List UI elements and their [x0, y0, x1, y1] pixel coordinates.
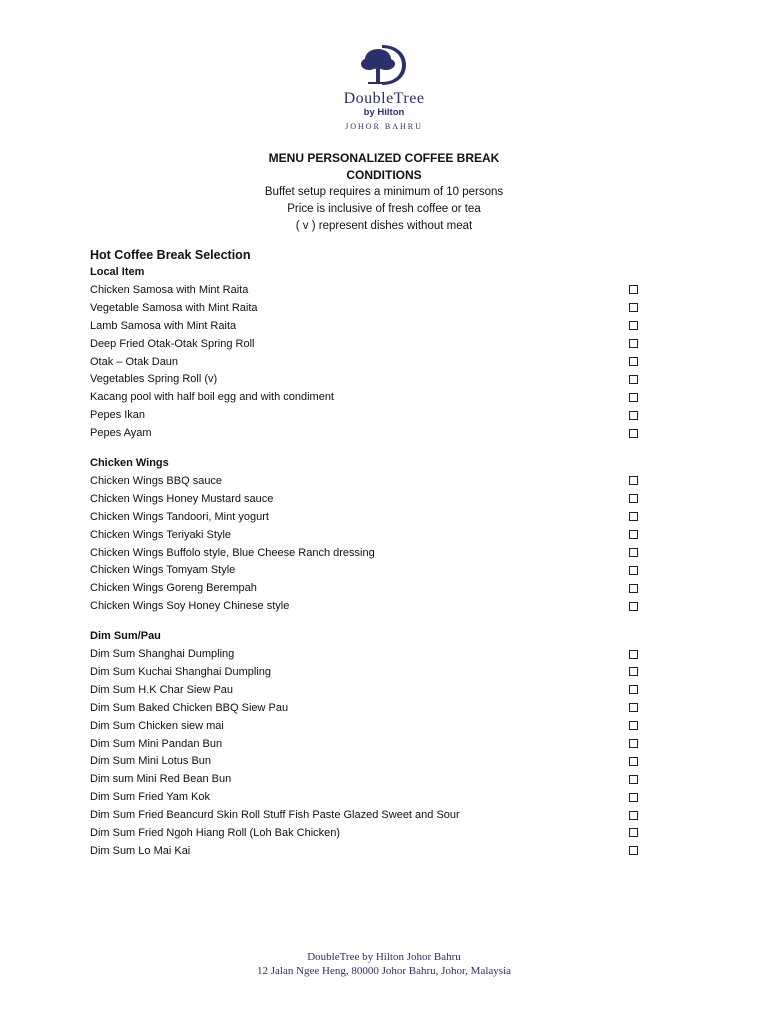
menu-item-label: Dim Sum Fried Yam Kok	[90, 791, 211, 804]
condition-line: ( v ) represent dishes without meat	[295, 220, 473, 232]
menu-item-row	[90, 335, 650, 353]
group-spacer	[90, 615, 650, 628]
menu-item-row	[90, 788, 650, 806]
menu-groups	[90, 264, 650, 860]
footer	[0, 950, 768, 978]
menu-item-checkbox[interactable]	[629, 721, 638, 730]
menu-item-row	[90, 370, 650, 388]
brand-by-hilton: by Hilton	[363, 107, 405, 118]
menu-item-label: Lamb Samosa with Mint Raita	[90, 319, 237, 332]
menu-item-checkbox[interactable]	[629, 584, 638, 593]
menu-item-label: Kacang pool with half boil egg and with condiment	[90, 391, 334, 404]
menu-item-label: Chicken Wings BBQ sauce	[90, 474, 223, 487]
tree-logo-icon	[356, 42, 412, 88]
menu-item-checkbox[interactable]	[629, 685, 638, 694]
menu-item-checkbox[interactable]	[629, 494, 638, 503]
menu-item-row	[90, 281, 650, 299]
menu-item-row	[90, 735, 650, 753]
group-title: Local Item	[90, 266, 145, 278]
menu-item-checkbox[interactable]	[629, 548, 638, 557]
footer-address: 12 Jalan Ngee Heng, 80000 Johor Bahru, Johor, Malaysia	[256, 965, 512, 977]
menu-item-checkbox[interactable]	[629, 429, 638, 438]
menu-item-checkbox[interactable]	[629, 775, 638, 784]
menu-item-row	[90, 490, 650, 508]
menu-item-label: Chicken Wings Buffolo style, Blue Cheese Ranch dressing	[90, 546, 375, 559]
menu-item-label: Pepes Ayam	[90, 427, 152, 440]
menu-item-label: Chicken Wings Honey Mustard sauce	[90, 492, 274, 505]
menu-item-row	[90, 561, 650, 579]
menu-header	[0, 150, 768, 235]
menu-item-label: Chicken Wings Soy Honey Chinese style	[90, 600, 290, 613]
menu-item-checkbox[interactable]	[629, 375, 638, 384]
group-spacer	[90, 442, 650, 455]
menu-item-label: Dim Sum Mini Lotus Bun	[90, 755, 212, 768]
menu-item-row	[90, 472, 650, 490]
menu-item-label: Vegetables Spring Roll (v)	[90, 373, 218, 386]
menu-item-checkbox[interactable]	[629, 339, 638, 348]
menu-item-row	[90, 544, 650, 562]
menu-item-checkbox[interactable]	[629, 602, 638, 611]
menu-item-row	[90, 752, 650, 770]
menu-item-checkbox[interactable]	[629, 411, 638, 420]
brand-name: DoubleTree	[343, 90, 425, 107]
menu-item-row	[90, 579, 650, 597]
menu-item-checkbox[interactable]	[629, 650, 638, 659]
menu-item-checkbox[interactable]	[629, 566, 638, 575]
menu-item-row	[90, 406, 650, 424]
menu-item-label: Dim Sum H.K Char Siew Pau	[90, 683, 234, 696]
menu-item-checkbox[interactable]	[629, 476, 638, 485]
menu-item-row	[90, 424, 650, 442]
menu-item-label: Dim Sum Fried Ngoh Hiang Roll (Loh Bak Chicken)	[90, 826, 341, 839]
menu-item-label: Vegetable Samosa with Mint Raita	[90, 301, 258, 314]
menu-item-row	[90, 526, 650, 544]
menu-item-row	[90, 770, 650, 788]
menu-item-label: Otak – Otak Daun	[90, 355, 179, 368]
menu-item-checkbox[interactable]	[629, 757, 638, 766]
condition-line: Buffet setup requires a minimum of 10 persons	[264, 186, 504, 198]
menu-item-checkbox[interactable]	[629, 357, 638, 366]
menu-item-label: Dim Sum Chicken siew mai	[90, 719, 224, 732]
menu-item-checkbox[interactable]	[629, 703, 638, 712]
menu-content	[90, 246, 650, 860]
menu-item-checkbox[interactable]	[629, 739, 638, 748]
menu-item-row	[90, 645, 650, 663]
menu-item-checkbox[interactable]	[629, 393, 638, 402]
menu-item-checkbox[interactable]	[629, 846, 638, 855]
menu-item-label: Dim Sum Kuchai Shanghai Dumpling	[90, 665, 271, 678]
menu-item-row	[90, 717, 650, 735]
menu-item-label: Dim Sum Baked Chicken BBQ Siew Pau	[90, 701, 289, 714]
menu-title-line2: CONDITIONS	[346, 168, 422, 182]
menu-title-line1: MENU PERSONALIZED COFFEE BREAK	[268, 151, 500, 165]
menu-item-row	[90, 681, 650, 699]
menu-item-checkbox[interactable]	[629, 811, 638, 820]
menu-item-checkbox[interactable]	[629, 285, 638, 294]
menu-item-checkbox[interactable]	[629, 512, 638, 521]
menu-item-label: Chicken Wings Tomyam Style	[90, 564, 236, 577]
menu-item-row	[90, 299, 650, 317]
menu-item-checkbox[interactable]	[629, 530, 638, 539]
menu-item-label: Chicken Wings Teriyaki Style	[90, 528, 232, 541]
menu-item-row	[90, 824, 650, 842]
menu-item-checkbox[interactable]	[629, 667, 638, 676]
menu-item-label: Dim Sum Fried Beancurd Skin Roll Stuff Fish Paste Glazed Sweet and Sour	[90, 809, 460, 822]
menu-item-row	[90, 806, 650, 824]
menu-item-label: Deep Fried Otak-Otak Spring Roll	[90, 337, 255, 350]
section-title: Hot Coffee Break Selection	[90, 248, 251, 262]
menu-item-row	[90, 842, 650, 860]
menu-item-label: Dim Sum Shanghai Dumpling	[90, 648, 235, 661]
group-title: Chicken Wings	[90, 457, 169, 470]
group-title: Dim Sum/Pau	[90, 630, 161, 643]
menu-item-checkbox[interactable]	[629, 303, 638, 312]
menu-item-label: Pepes Ikan	[90, 409, 146, 422]
menu-item-row	[90, 353, 650, 371]
menu-item-row	[90, 597, 650, 615]
menu-item-label: Chicken Samosa with Mint Raita	[90, 283, 249, 296]
menu-item-label: Chicken Wings Tandoori, Mint yogurt	[90, 510, 269, 523]
menu-item-row	[90, 388, 650, 406]
menu-item-row	[90, 508, 650, 526]
menu-item-row	[90, 663, 650, 681]
hotel-logo	[0, 42, 768, 131]
footer-hotel-name: DoubleTree by Hilton Johor Bahru	[307, 951, 461, 963]
menu-item-row	[90, 317, 650, 335]
menu-item-label: Chicken Wings Goreng Berempah	[90, 582, 257, 595]
menu-item-checkbox[interactable]	[629, 793, 638, 802]
menu-item-checkbox[interactable]	[629, 321, 638, 330]
menu-item-label: Dim sum Mini Red Bean Bun	[90, 773, 232, 786]
menu-item-label: Dim Sum Mini Pandan Bun	[90, 737, 223, 750]
menu-item-checkbox[interactable]	[629, 828, 638, 837]
menu-item-row	[90, 699, 650, 717]
condition-line: Price is inclusive of fresh coffee or tea	[287, 203, 481, 215]
menu-item-label: Dim Sum Lo Mai Kai	[90, 844, 191, 857]
brand-location: JOHOR BAHRU	[345, 122, 423, 131]
